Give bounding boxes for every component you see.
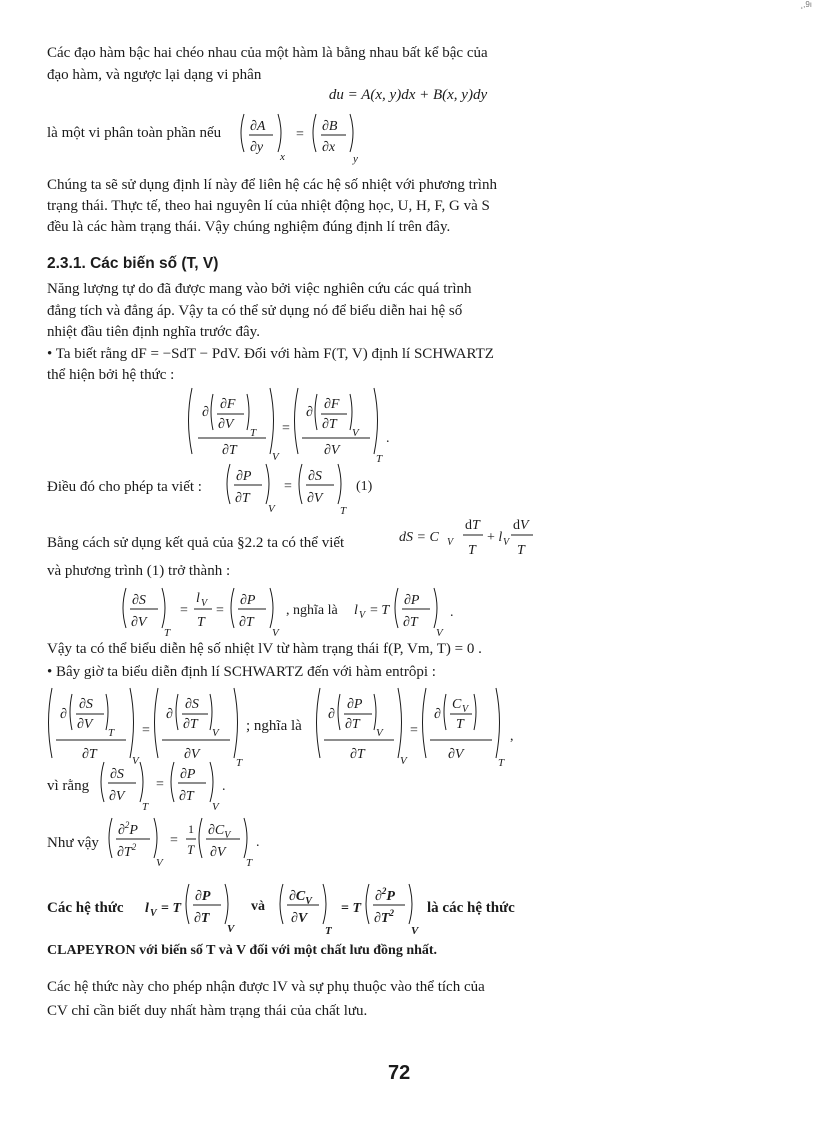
svg-text:∂P: ∂P — [180, 767, 196, 782]
svg-text:=: = — [296, 127, 304, 142]
text-line: Các đạo hàm bậc hai chéo nhau của một hàm là bằng nhau bất kể bậc của — [47, 45, 488, 61]
svg-text:T: T — [250, 427, 257, 439]
svg-text:.: . — [256, 835, 260, 850]
svg-text:V: V — [272, 451, 279, 463]
text-line: Các hệ thức này cho phép nhận được lV và sự phụ thuộc vào thể tích của — [47, 979, 485, 995]
svg-text:V: V — [227, 923, 235, 935]
text-line: Vậy ta có thể biểu diễn hệ số nhiệt lV từ hàm trạng thái f(P, Vm, T) = 0 . — [47, 641, 482, 657]
svg-text:.: . — [222, 779, 226, 794]
svg-text:∂T: ∂T — [194, 911, 210, 926]
svg-text:∂V: ∂V — [218, 417, 234, 432]
svg-text:,: , — [510, 729, 514, 744]
svg-text:V: V — [376, 727, 383, 739]
svg-text:∂T2: $\partial T^2$ — [117, 842, 137, 860]
text-line: và phương trình (1) trở thành : — [47, 563, 231, 579]
svg-text:C: C — [452, 697, 462, 712]
text-line: đạo hàm, và ngược lại dạng vi phân — [47, 67, 262, 83]
svg-text:T: T — [376, 453, 383, 464]
svg-text:V: V — [400, 755, 407, 767]
svg-text:∂F: ∂F — [324, 397, 340, 412]
svg-text:∂: ∂ — [202, 405, 209, 420]
svg-text:= T: = T — [161, 901, 182, 916]
svg-text:.: . — [450, 605, 454, 620]
equation-schwartz-s-right — [314, 684, 524, 768]
svg-text:=: = — [282, 421, 290, 436]
svg-text:∂2P: ∂$^2$P — [118, 820, 138, 838]
text-line: Năng lượng tự do đã được mang vào bởi việc nghiên cứu các quá trình — [47, 281, 472, 297]
text-line: Như vậy — [47, 835, 99, 851]
svg-text:l: l — [196, 591, 200, 606]
text-line: thể hiện bởi hệ thức : — [47, 367, 175, 383]
svg-text:∂CV: $\partial C_V$ — [208, 823, 231, 841]
svg-text:∂: ∂ — [328, 707, 335, 722]
svg-text:V: V — [201, 598, 208, 609]
svg-text:=: = — [142, 723, 150, 738]
svg-text:∂P: ∂P — [347, 697, 363, 712]
svg-text:.: . — [386, 431, 390, 446]
svg-text:V: V — [268, 503, 275, 515]
svg-text:∂y: ∂y — [250, 140, 264, 155]
svg-text:T: T — [164, 627, 171, 639]
equation-vi-rang — [96, 758, 236, 814]
svg-text:dT: dT — [465, 518, 480, 533]
svg-text:∂T: ∂T — [239, 615, 254, 630]
equation-lv — [118, 584, 478, 640]
svg-text:∂CV: $\partial C_V$ — [289, 889, 312, 907]
svg-text:V: V — [272, 627, 279, 639]
svg-text:V: V — [462, 704, 469, 715]
svg-text:l: l — [145, 901, 149, 916]
svg-text:V: V — [156, 857, 163, 869]
equation-1 — [222, 460, 402, 518]
svg-text:T: T — [498, 757, 505, 768]
text-line: CLAPEYRON với biến số T và V đối với một chất lưu đồng nhất. — [47, 943, 438, 958]
svg-text:∂V: ∂V — [448, 747, 464, 762]
text-line: là các hệ thức — [427, 900, 515, 916]
text-line: Bằng cách sử dụng kết quả của §2.2 ta có thể viết — [47, 535, 345, 551]
svg-text:T: T — [340, 505, 347, 517]
svg-text:∂: ∂ — [434, 707, 441, 722]
svg-text:∂P: ∂P — [240, 593, 256, 608]
svg-text:∂: ∂ — [166, 707, 173, 722]
text-line: • Bây giờ ta biểu diễn định lí SCHWARTZ đến với hàm entrôpi : — [47, 664, 436, 680]
equation-du: du = A(x, y)dx + B(x, y)dy — [328, 87, 488, 103]
svg-text:∂T: ∂T — [350, 747, 365, 762]
svg-text:∂T: ∂T — [235, 491, 250, 506]
svg-text:T: T — [187, 842, 195, 857]
text-line: đều là các hàm trạng thái. Vậy chúng nghiệm đúng định lí trên đây. — [47, 219, 451, 235]
text-line: Các hệ thức — [47, 900, 124, 916]
svg-text:=: = — [156, 777, 164, 792]
svg-text:V: V — [352, 427, 359, 439]
svg-text:∂: ∂ — [306, 405, 313, 420]
svg-text:= T: = T — [341, 901, 362, 916]
svg-text:V: V — [212, 727, 219, 739]
svg-text:V: V — [411, 925, 419, 937]
svg-text:∂2P: ∂$^2$P — [375, 886, 395, 904]
text-line: Chúng ta sẽ sử dụng định lí này để liên hệ các hệ số nhiệt với phương trình — [47, 177, 497, 193]
svg-text:∂T: ∂T — [82, 747, 97, 762]
svg-text:∂V: ∂V — [210, 845, 226, 860]
svg-text:V: V — [503, 537, 510, 548]
svg-text:∂V: ∂V — [77, 717, 93, 732]
svg-text:=: = — [410, 723, 418, 738]
equation-exactness — [236, 108, 376, 168]
svg-text:∂V: ∂V — [291, 911, 308, 926]
svg-text:T: T — [246, 857, 253, 869]
svg-text:∂T: ∂T — [222, 443, 237, 458]
text-line: vì rằng — [47, 778, 90, 794]
svg-text:1: 1 — [188, 822, 194, 836]
svg-text:∂T: ∂T — [322, 417, 337, 432]
svg-text:∂S: ∂S — [132, 593, 146, 608]
text-line: trạng thái. Thực tế, theo hai nguyên lí của nhiệt động học, U, H, F, G và S — [47, 198, 490, 214]
text-line: đẳng tích và đẳng áp. Vậy ta có thể sử dụng nó để biểu diễn hai hệ số — [47, 303, 463, 319]
svg-text:∂: ∂ — [60, 707, 67, 722]
svg-text:=: = — [170, 833, 178, 848]
svg-text:T: T — [236, 757, 243, 768]
equation-text: , nghĩa là — [286, 603, 338, 618]
svg-text:∂V: ∂V — [109, 789, 125, 804]
svg-text:T: T — [197, 615, 205, 630]
svg-text:T: T — [142, 801, 149, 813]
svg-text:∂V: ∂V — [131, 615, 147, 630]
svg-text:∂T: ∂T — [179, 789, 194, 804]
svg-text:=: = — [180, 603, 188, 618]
svg-text:∂T: ∂T — [403, 615, 418, 630]
svg-text:T: T — [325, 925, 332, 937]
svg-text:∂P: ∂P — [236, 469, 252, 484]
page-number: 72 — [388, 1062, 411, 1084]
svg-text:x: x — [280, 151, 285, 163]
text-line: Điều đó cho phép ta viết : — [47, 479, 202, 495]
svg-text:∂T2: $\partial T^2$ — [374, 908, 394, 926]
svg-text:=: = — [284, 479, 292, 494]
svg-text:∂V: ∂V — [324, 443, 340, 458]
svg-text:∂A: ∂A — [250, 119, 266, 134]
svg-text:l: l — [354, 603, 358, 618]
svg-text:∂S: ∂S — [79, 697, 93, 712]
section-heading: 2.3.1. Các biến số (T, V) — [47, 255, 219, 272]
svg-text:dV: dV — [513, 518, 529, 533]
svg-text:V: V — [447, 537, 454, 548]
svg-text:T: T — [517, 543, 525, 558]
svg-text:T: T — [108, 727, 115, 739]
equation-clapeyron — [143, 878, 433, 938]
svg-text:T: T — [468, 543, 476, 558]
svg-text:∂F: ∂F — [220, 397, 236, 412]
svg-text:∂B: ∂B — [322, 119, 338, 134]
svg-text:∂S: ∂S — [110, 767, 124, 782]
svg-text:T: T — [456, 717, 464, 732]
svg-text:∂T: ∂T — [345, 717, 360, 732]
svg-text:= T: = T — [370, 603, 390, 618]
text-line: CV chỉ cần biết duy nhất hàm trạng thái của chất lưu. — [47, 1003, 368, 1019]
svg-text:V: V — [132, 755, 139, 767]
svg-text:∂S: ∂S — [308, 469, 322, 484]
svg-text:∂S: ∂S — [185, 697, 199, 712]
svg-text:y: y — [353, 153, 358, 165]
equation-nhu-vay — [104, 814, 274, 870]
text-line: ; nghĩa là — [246, 718, 302, 734]
text-line: nhiệt đầu tiên định nghĩa trước đây. — [47, 324, 260, 340]
equation-text: và — [251, 899, 265, 914]
svg-text:∂P: ∂P — [404, 593, 420, 608]
text-line: là một vi phân toàn phần nếu — [47, 125, 222, 141]
svg-text:V: V — [436, 627, 443, 639]
svg-text:=: = — [216, 603, 224, 618]
svg-text:∂V: ∂V — [307, 491, 323, 506]
equation-schwartz-f — [182, 384, 402, 464]
svg-text:V: V — [359, 610, 366, 621]
svg-text:∂x: ∂x — [322, 140, 336, 155]
svg-text:+ l: + l — [487, 530, 503, 545]
svg-text:∂P: ∂P — [195, 889, 211, 904]
svg-text:V: V — [212, 801, 219, 813]
equation-tag: (1) — [356, 479, 373, 494]
corner-mark: ¸,9ı — [800, 0, 812, 9]
svg-text:∂V: ∂V — [184, 747, 200, 762]
svg-text:V: V — [150, 908, 157, 919]
svg-text:dS = C: dS = C — [399, 530, 439, 545]
svg-text:∂T: ∂T — [183, 717, 198, 732]
equation-ds — [397, 512, 537, 562]
text-line: • Ta biết rằng dF = −SdT − PdV. Đối với hàm F(T, V) định lí SCHWARTZ — [47, 346, 494, 362]
